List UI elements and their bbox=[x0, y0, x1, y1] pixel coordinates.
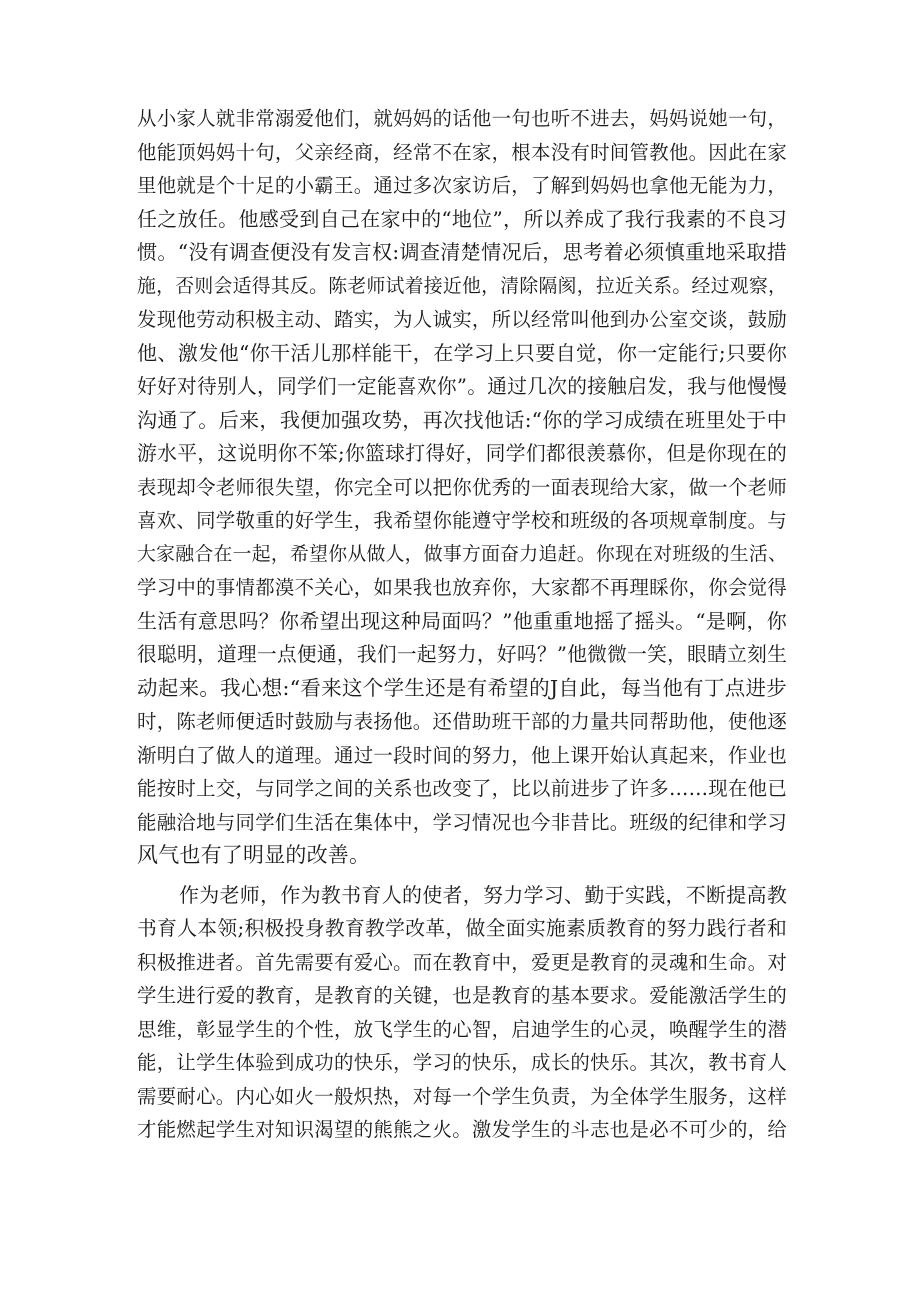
text-line: 能，让学生体验到成功的快乐，学习的快乐，成长的快乐。其次，教书育人 bbox=[137, 1051, 787, 1074]
text-line: 惯。“没有调查便没有发言权:调查清楚情况后，思考着必须慎重地采取措 bbox=[137, 240, 787, 264]
text-line: 渐明白了做人的道理。通过一段时间的努力，他上课开始认真起来，作业也 bbox=[137, 743, 787, 767]
document-body bbox=[137, 102, 787, 1147]
text-line: 发现他劳动积极主动、踏实，为人诚实，所以经常叫他到办公室交谈，鼓励 bbox=[137, 308, 787, 331]
text-line: 任之放任。他感受到自己在家中的“地位”，所以养成了我行我素的不良习 bbox=[137, 206, 787, 231]
text-line: 他能顶妈妈十句，父亲经商，经常不在家，根本没有时间管教他。因此在家 bbox=[137, 140, 787, 164]
paragraph-2 bbox=[137, 879, 787, 1147]
text-line: 游水平，这说明你不笨;你篮球打得好，同学们都很羡慕你，但是你现在的 bbox=[137, 442, 787, 465]
text-line: 很聪明，道理一点便通，我们一起努力，好吗？”他微微一笑，眼睛立刻生 bbox=[137, 643, 787, 666]
text-line: 书育人本领;积极投身教育教学改革，做全面实施素质教育的努力践行者和 bbox=[137, 917, 787, 940]
text-line: 大家融合在一起，希望你从做人，做事方面奋力追赶。你现在对班级的生活、 bbox=[137, 543, 787, 565]
paragraph-1 bbox=[137, 102, 787, 873]
text-line: 动起来。我心想:“看来这个学生还是有希望的J自此，每当他有丁点进步 bbox=[137, 675, 787, 700]
text-line: 需要耐心。内心如火一般炽热，对每一个学生负责，为全体学生服务，这样 bbox=[137, 1084, 787, 1108]
text-line: 好好对待别人，同学们一定能喜欢你”。通过几次的接触启发，我与他慢慢 bbox=[137, 375, 787, 398]
text-line: 生活有意思吗？你希望出现这种局面吗？”他重重地摇了摇头。“是啊，你 bbox=[137, 608, 787, 633]
text-line: 沟通了。后来，我便加强攻势，再次找他话:“你的学习成绩在班里处于中 bbox=[137, 407, 787, 432]
text-line: 学生进行爱的教育，是教育的关键，也是教育的基本要求。爱能激活学生的 bbox=[137, 984, 787, 1007]
text-line: 才能燃起学生对知识渴望的熊熊之火。激发学生的斗志也是必不可少的，给 bbox=[137, 1118, 787, 1141]
text-line: 表现却令老师很失望，你完全可以把你优秀的一面表现给大家，做一个老师 bbox=[137, 475, 787, 499]
text-line: 施，否则会适得其反。陈老师试着接近他，清除隔阂，拉近关系。经过观察， bbox=[137, 275, 787, 297]
text-line: 作为老师，作为教书育人的使者，努力学习、勤于实践，不断提高教 bbox=[179, 882, 787, 907]
text-line: 能按时上交，与同学之间的关系也改变了，比以前进步了许多……现在他已 bbox=[137, 777, 787, 800]
text-line: 里他就是个十足的小霸王。通过多次家访后，了解到妈妈也拿他无能为力， bbox=[137, 174, 787, 197]
text-line: 从小家人就非常溺爱他们，就妈妈的话他一句也听不进去，妈妈说她一句， bbox=[137, 107, 787, 130]
text-line: 喜欢、同学敬重的好学生，我希望你能遵守学校和班级的各项规章制度。与 bbox=[137, 509, 787, 532]
text-line: 能融洽地与同学们生活在集体中，学习情况也今非昔比。班级的纪律和学习 bbox=[137, 810, 787, 834]
text-line: 他、激发他“你干活儿那样能干，在学习上只要自觉，你一定能行;只要你 bbox=[137, 340, 787, 365]
text-line: 学习中的事情都漠不关心，如果我也放弃你，大家都不再理睬你，你会觉得 bbox=[137, 576, 787, 599]
text-line: 风气也有了明显的改善。 bbox=[137, 843, 371, 867]
text-line: 积极推进者。首先需要有爱心。而在教育中，爱更是教育的灵魂和生命。对 bbox=[137, 950, 787, 974]
text-line: 思维，彰显学生的个性，放飞学生的心智，启迪学生的心灵，唤醒学生的潜 bbox=[137, 1017, 787, 1041]
text-line: 时，陈老师便适时鼓励与表扬他。还借助班干部的力量共同帮助他，使他逐 bbox=[137, 710, 787, 733]
